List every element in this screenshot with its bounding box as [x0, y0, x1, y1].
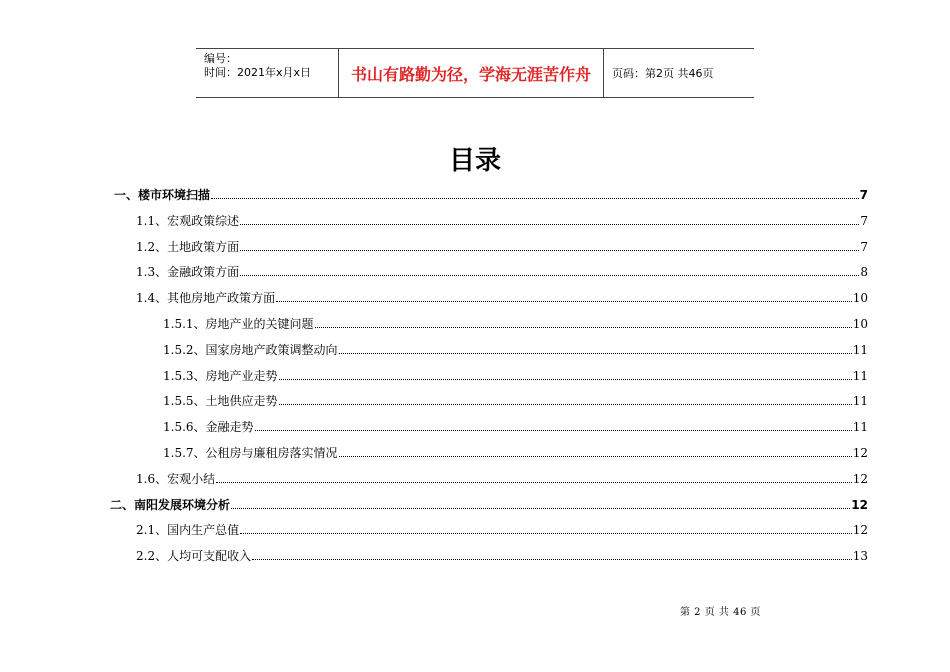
- toc-leader-dots: [240, 265, 859, 276]
- toc-entry[interactable]: [136, 238, 868, 258]
- toc-entry-label: 1.5.7、公租房与廉租房落实情况: [163, 446, 338, 460]
- toc-entry[interactable]: [136, 212, 868, 232]
- serial-label: 编号：: [204, 52, 237, 65]
- toc-entry-page: 11: [852, 420, 868, 435]
- toc-entry-label: 1.5.3、房地产业走势: [163, 368, 278, 383]
- toc-entry-label: 一、楼市环境扫描: [114, 188, 211, 202]
- header-info-cell: [196, 49, 339, 97]
- toc-leader-dots: [252, 549, 852, 560]
- toc-entry-label: 1.4、其他房地产政策方面: [136, 291, 276, 306]
- toc-leader-dots: [231, 498, 850, 509]
- toc-entry-page: 7: [860, 213, 868, 228]
- header-page-code: 页码：第2页 共46页: [612, 67, 714, 80]
- toc-entry-page: 7: [860, 239, 868, 254]
- toc-leader-dots: [240, 240, 859, 251]
- toc-entry[interactable]: [136, 547, 868, 567]
- toc-entry[interactable]: [114, 186, 868, 206]
- toc-entry-label: 2.1、国内生产总值: [136, 523, 240, 538]
- toc-entry[interactable]: [136, 289, 868, 309]
- toc-entry-label: 2.2、人均可支配收入: [136, 549, 252, 564]
- toc-leader-dots: [240, 214, 859, 225]
- toc-leader-dots: [315, 317, 852, 328]
- toc-entry-label: 1.5.2、国家房地产政策调整动向: [163, 342, 338, 357]
- toc-entry-page: 11: [852, 368, 868, 383]
- toc-entry-label: 1.5.1、房地产业的关键问题: [163, 317, 314, 331]
- toc-entry-label: 1.3、金融政策方面: [136, 265, 240, 280]
- toc-entry-page: 8: [860, 265, 868, 280]
- toc-leader-dots: [276, 291, 852, 302]
- toc-leader-dots: [240, 523, 852, 534]
- toc-entry[interactable]: [163, 418, 868, 438]
- toc-entry[interactable]: [136, 263, 868, 283]
- page-title: 目录: [448, 146, 501, 176]
- toc-leader-dots: [216, 472, 852, 483]
- toc-entry[interactable]: [163, 367, 868, 387]
- toc-entry-page: 12: [852, 523, 868, 538]
- toc-entry-page: 10: [852, 291, 868, 306]
- toc-entry[interactable]: [136, 470, 868, 490]
- toc-entry-page: 12: [852, 471, 868, 486]
- toc-entry[interactable]: [163, 444, 868, 464]
- toc-entry-page: 11: [852, 342, 868, 357]
- toc-entry-page: 12: [852, 446, 868, 460]
- toc-leader-dots: [339, 343, 852, 354]
- toc-entry-label: 1.5.6、金融走势: [163, 420, 254, 435]
- toc-entry-page: 11: [852, 394, 868, 409]
- toc-entry-page: 7: [859, 188, 868, 202]
- toc-entry-page: 12: [851, 497, 868, 512]
- toc-entry-label: 1.1、宏观政策综述: [136, 213, 240, 228]
- toc-entry-label: 1.2、土地政策方面: [136, 239, 240, 254]
- toc-entry-page: 13: [852, 549, 868, 564]
- toc-leader-dots: [279, 369, 852, 380]
- toc-entry-label: 1.6、宏观小结: [136, 471, 216, 486]
- header-motto: 书山有路勤为径，学海无涯苦作舟: [339, 49, 604, 97]
- toc-entry[interactable]: [163, 392, 868, 412]
- header-table: [196, 48, 754, 98]
- toc-leader-dots: [339, 446, 852, 457]
- page-footer: 第 2 页 共 46 页: [680, 607, 761, 618]
- toc-leader-dots: [279, 394, 852, 405]
- toc-entry[interactable]: [110, 496, 868, 516]
- toc-entry-label: 二、南阳发展环境分析: [110, 497, 231, 512]
- toc-entry[interactable]: [163, 315, 868, 335]
- toc-leader-dots: [255, 420, 852, 431]
- toc-entry-label: 1.5.5、土地供应走势: [163, 394, 278, 409]
- toc-entry[interactable]: [136, 521, 868, 541]
- toc-leader-dots: [211, 188, 859, 199]
- toc-entry-page: 10: [852, 317, 868, 331]
- toc-entry[interactable]: [163, 341, 868, 361]
- date-label: 时间：2021年x月x日: [204, 66, 312, 79]
